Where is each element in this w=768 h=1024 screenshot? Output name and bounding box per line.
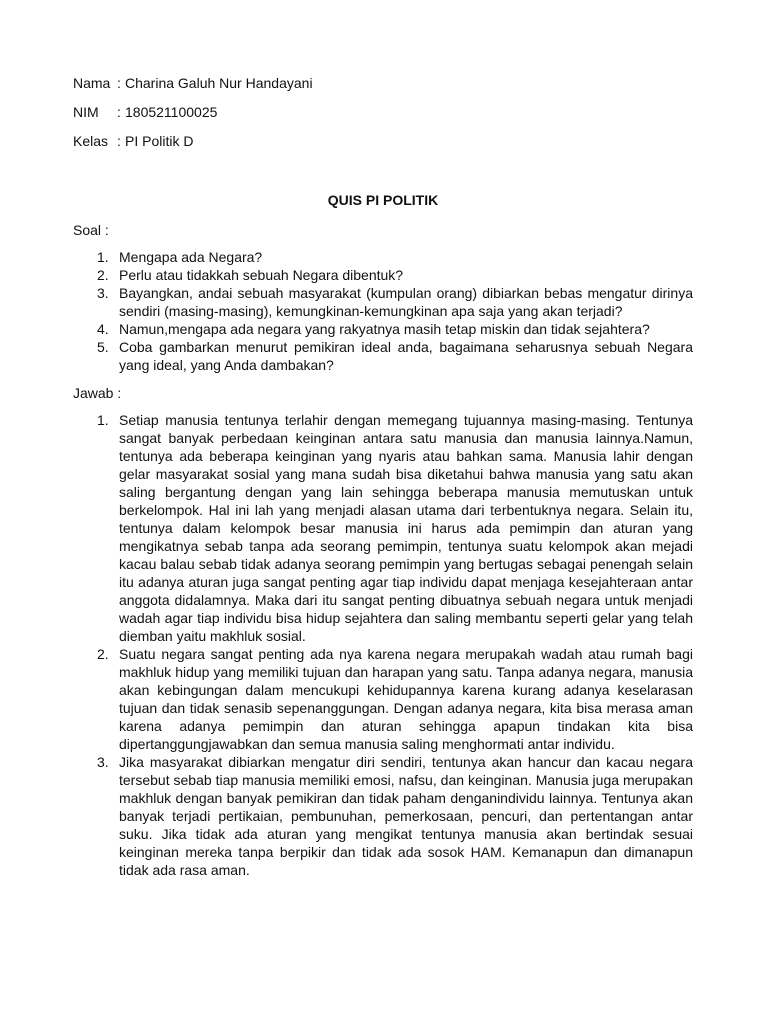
answer-item — [73, 753, 693, 879]
question-text: Perlu atau tidakkah sebuah Negara dibentuk? — [119, 267, 404, 283]
name-value: Charina Galuh Nur Handayani — [125, 74, 313, 91]
class-row — [73, 126, 693, 155]
nim-separator: : — [117, 103, 121, 120]
question-item — [73, 284, 693, 320]
nim-label: NIM — [73, 103, 99, 120]
class-label: Kelas — [73, 132, 109, 149]
question-number: 5. — [97, 339, 109, 355]
question-number: 3. — [97, 285, 109, 301]
name-separator: : — [117, 74, 121, 91]
document-title: QUIS PI POLITIK — [327, 192, 439, 208]
document-content — [73, 68, 693, 879]
answer-item — [73, 645, 693, 753]
question-text: Namun,mengapa ada negara yang rakyatnya masih tetap miskin dan tidak sejahtera? — [119, 321, 650, 337]
nim-value: 180521100025 — [125, 103, 218, 120]
question-item — [73, 248, 693, 266]
name-label: Nama — [73, 74, 111, 91]
question-text: Bayangkan, andai sebuah masyarakat (kumpulan orang) dibiarkan bebas mengatur dirinya sendiri (masing-masing), kemungkinan-kemungkinan apa saja yang akan terjadi? — [119, 285, 693, 319]
nim-row — [73, 97, 693, 126]
question-number: 4. — [97, 321, 109, 337]
soal-label: Soal : — [73, 222, 109, 238]
answer-text: Suatu negara sangat penting ada nya karena negara merupakah wadah atau rumah bagi makhluk hidup yang memiliki tujuan dan harapan yang satu. Tanpa adanya negara, manusia akan kebingungan dalam mencukupi kehidupannya karena kurang adanya keselarasan tujuan dan tidak senasib sepenanggungan. Dengan adanya negara, kita bisa merasa aman karena adanya pemimpin dan aturan sehingga apapun tindakan kita bisa dipertanggungjawabkan dan semua manusia saling menghormati antar individu. — [119, 646, 693, 752]
answer-text: Setiap manusia tentunya terlahir dengan memegang tujuannya masing-masing. Tentunya sangat banyak perbedaan keinginan antara satu manusia dan manusia lainnya.Namun, tentunya ada beberapa keinginan yang nyaris atau bahkan sama. Manusia lahir dengan gelar masyarakat sosial yang mana sudah bisa diketahui bahwa manusia yang satu akan saling bergantung dengan yang lain sehingga beberapa manusia memutuskan untuk berkelompok. Hal ini lah yang menjadi alasan utama dari terbentuknya negara. Selain itu, tentunya dalam kelompok besar manusia ini harus ada pemimpin dan aturan yang mengikatnya sebab tanpa ada seorang pemimpin, tentunya suatu kelompok akan mejadi kacau balau sebab tidak adanya seorang pemimpin yang bertugas sebagai penengah selain itu adanya aturan juga sangat penting agar tiap individu dapat menjaga kesejahteraan antar anggota didalamnya. Maka dari itu sangat penting dibuatnya sebuah negara untuk menjadi wadah agar tiap individu bisa hidup sejahtera dan saling membantu seperti gelar yang telah diemban yaitu makhluk sosial. — [119, 412, 693, 644]
answer-number: 2. — [97, 646, 109, 662]
question-number: 2. — [97, 267, 109, 283]
question-item — [73, 266, 693, 284]
answer-number: 1. — [97, 412, 109, 428]
answer-item — [73, 411, 693, 645]
answer-number: 3. — [97, 754, 109, 770]
jawab-label: Jawab : — [73, 385, 122, 401]
question-item — [73, 338, 693, 374]
answer-text: Jika masyarakat dibiarkan mengatur diri sendiri, tentunya akan hancur dan kacau negara tersebut sebab tiap manusia memiliki emosi, nafsu, dan keinginan. Manusia juga merupakan makhluk dengan banyak pemikiran dan tidak paham denganindividu lainnya. Tentunya akan banyak terjadi pertikaian, pembunuhan, pemerkosaan, pencuri, dan pertentangan antar suku. Jika tidak ada aturan yang mengikat tentunya manusia akan bertindak sesuai keinginan mereka tanpa berpikir dan tidak ada sosok HAM. Kemanapun dan dimanapun tidak ada rasa aman. — [119, 754, 693, 878]
class-value: PI Politik D — [125, 132, 194, 149]
class-separator: : — [117, 132, 121, 149]
question-list — [73, 248, 693, 374]
name-row — [73, 68, 693, 97]
question-text: Mengapa ada Negara? — [119, 249, 263, 265]
question-number: 1. — [97, 249, 109, 265]
question-item — [73, 320, 693, 338]
question-text: Coba gambarkan menurut pemikiran ideal anda, bagaimana seharusnya sebuah Negara yang ideal, yang Anda dambakan? — [119, 339, 693, 373]
answer-list — [73, 411, 693, 879]
